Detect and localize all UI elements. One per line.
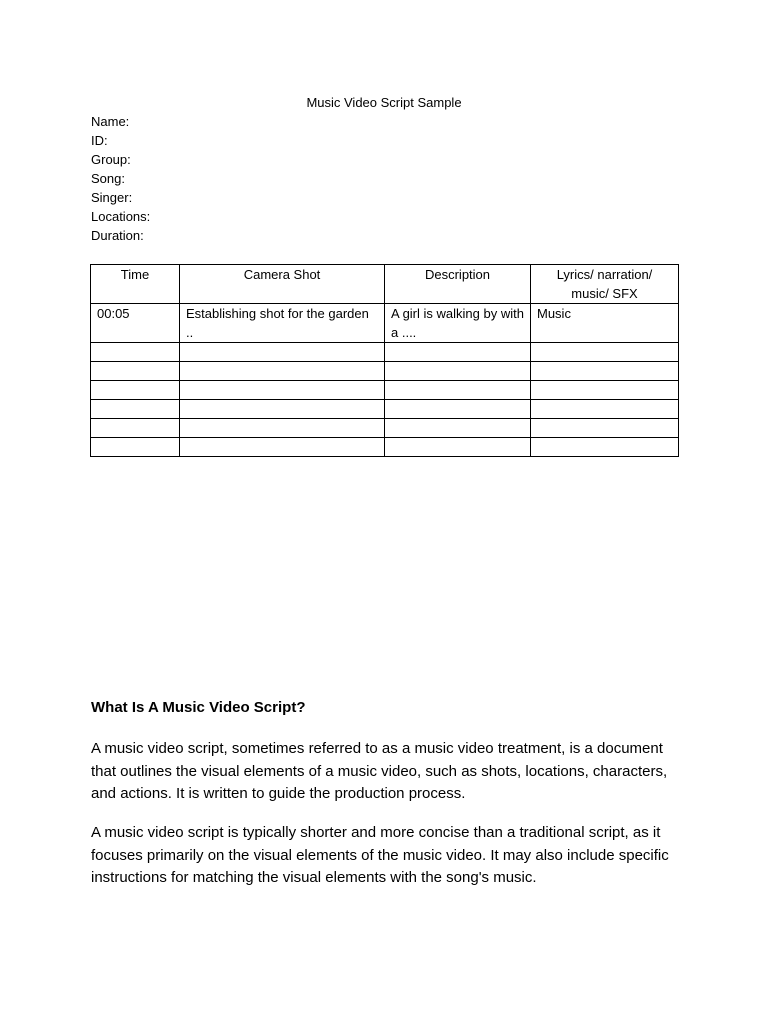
- empty-cell: [91, 438, 180, 457]
- empty-cell: [180, 438, 385, 457]
- table-row: [91, 400, 679, 419]
- cell-camera-shot: Establishing shot for the garden ..: [180, 304, 385, 343]
- header-camera-shot: Camera Shot: [180, 265, 385, 304]
- cell-lyrics: Music: [531, 304, 679, 343]
- header-description: Description: [385, 265, 531, 304]
- empty-cell: [385, 343, 531, 362]
- empty-cell: [180, 362, 385, 381]
- section-heading: What Is A Music Video Script?: [91, 699, 306, 716]
- field-id-label: ID:: [91, 133, 108, 148]
- field-singer-label: Singer:: [91, 190, 133, 205]
- field-name-label: Name:: [91, 114, 130, 129]
- empty-cell: [91, 419, 180, 438]
- header-time: Time: [91, 265, 180, 304]
- table-header-row: [91, 265, 679, 304]
- empty-cell: [531, 438, 679, 457]
- empty-cell: [180, 400, 385, 419]
- empty-cell: [531, 400, 679, 419]
- table-row: [91, 304, 679, 343]
- empty-cell: [531, 362, 679, 381]
- empty-cell: [180, 419, 385, 438]
- empty-cell: [91, 400, 180, 419]
- field-locations-label: Locations:: [91, 209, 151, 224]
- cell-description: A girl is walking by with a ....: [385, 304, 531, 343]
- empty-cell: [385, 400, 531, 419]
- empty-cell: [531, 381, 679, 400]
- field-duration-label: Duration:: [91, 228, 144, 243]
- empty-cell: [531, 343, 679, 362]
- field-song-label: Song:: [91, 171, 125, 186]
- empty-cell: [531, 419, 679, 438]
- empty-cell: [385, 362, 531, 381]
- table-row: [91, 343, 679, 362]
- empty-cell: [91, 381, 180, 400]
- document-title: Music Video Script Sample: [306, 95, 462, 110]
- table-row: [91, 362, 679, 381]
- empty-cell: [385, 419, 531, 438]
- body-paragraph: A music video script, sometimes referred to as a music video treatment, is a document that outlines the visual elements of a music video, such as shots, locations, characters, and actions. It is written to guide the production process.: [91, 740, 668, 802]
- empty-cell: [180, 343, 385, 362]
- script-table: [90, 264, 679, 457]
- empty-cell: [180, 381, 385, 400]
- field-group-label: Group:: [91, 152, 131, 167]
- table-row: [91, 381, 679, 400]
- info-fields: [91, 113, 150, 246]
- empty-cell: [91, 343, 180, 362]
- empty-cell: [385, 438, 531, 457]
- body-paragraph: A music video script is typically shorter and more concise than a traditional script, as it focuses primarily on the visual elements of the music video. It may also include specific instructions for matching the visual elements with the song's music.: [91, 824, 669, 886]
- cell-time: 00:05: [91, 304, 180, 343]
- table-row: [91, 438, 679, 457]
- table-row: [91, 419, 679, 438]
- empty-cell: [385, 381, 531, 400]
- empty-cell: [91, 362, 180, 381]
- header-lyrics: Lyrics/ narration/ music/ SFX: [531, 265, 679, 304]
